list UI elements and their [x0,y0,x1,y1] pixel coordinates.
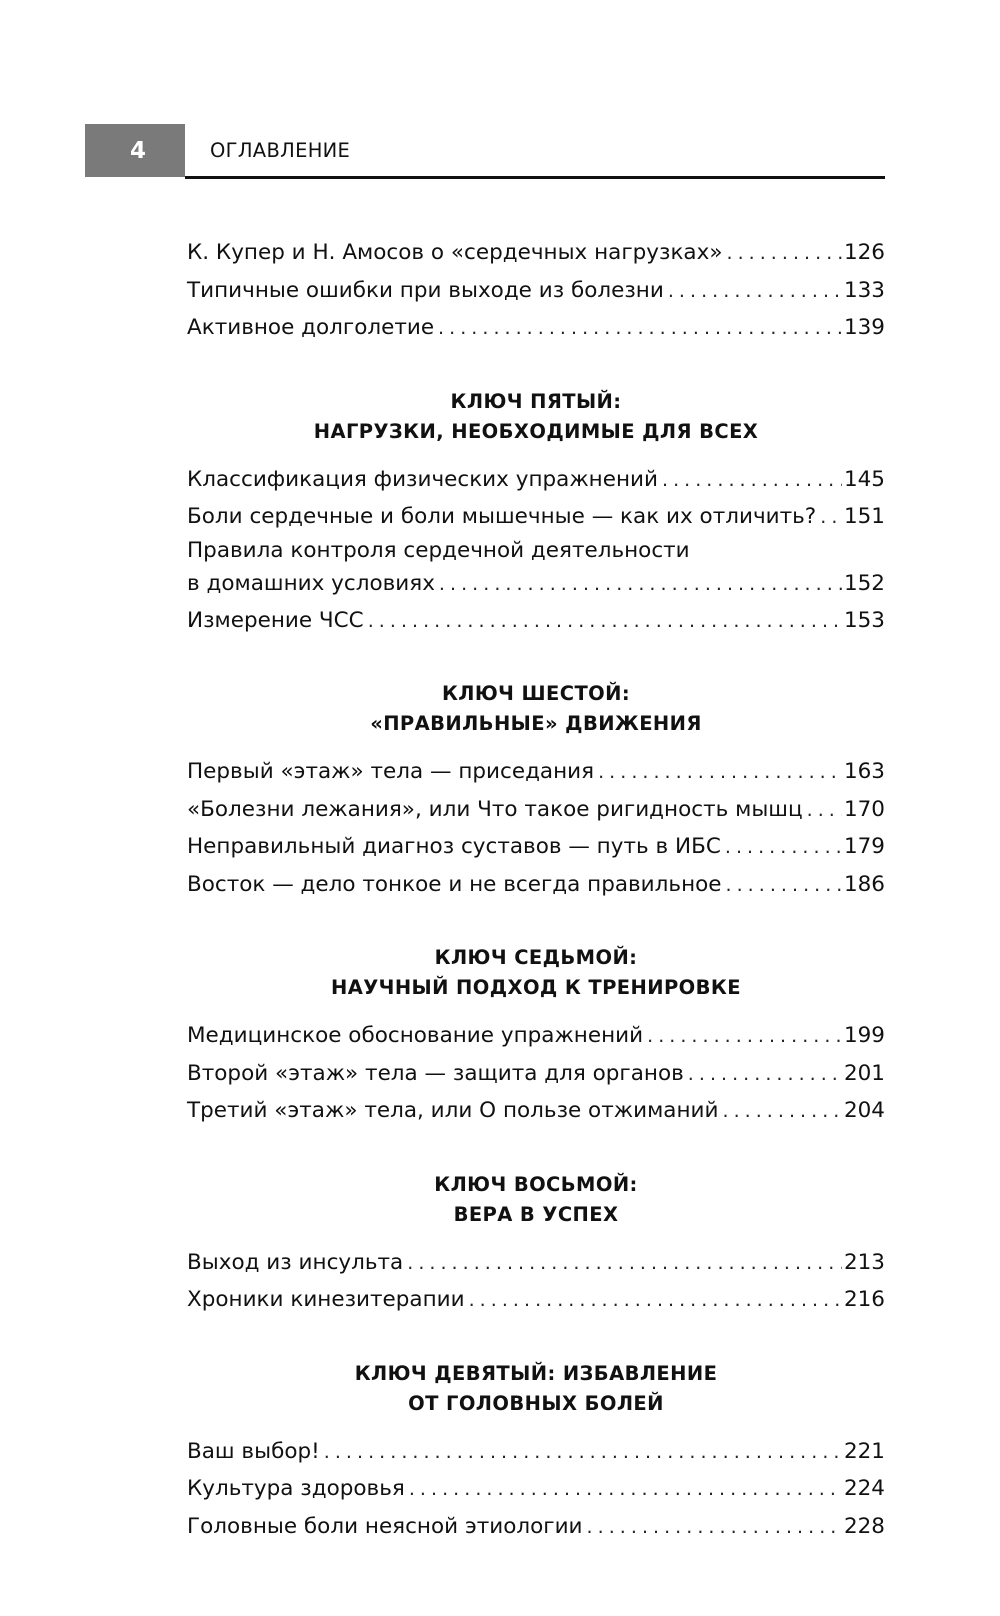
dot-leader [587,1509,842,1547]
toc-entry-page: 199 [843,1023,885,1048]
toc-entry[interactable] [187,536,885,602]
section-heading-line: ОТ ГОЛОВНЫХ БОЛЕЙ [408,1391,664,1415]
toc-entry[interactable] [187,602,885,640]
toc-entry-page: 133 [843,277,885,303]
section-heading [187,387,885,447]
toc-entry-page: 186 [843,871,885,897]
toc-entry-title: в домашних условиях [187,570,435,596]
section-heading-line: КЛЮЧ ДЕВЯТЫЙ: ИЗБАВЛЕНИЕ [354,1361,718,1385]
dot-leader [688,1056,842,1094]
toc-entry-page: 224 [843,1476,885,1501]
section-heading-line: КЛЮЧ ПЯТЫЙ: [450,389,622,413]
dot-leader [438,310,842,348]
toc-entry-page: 152 [843,570,885,596]
toc-entry[interactable] [187,791,885,829]
toc-entry[interactable] [187,1470,885,1508]
section-heading-line: НАГРУЗКИ, НЕОБХОДИМЫЕ ДЛЯ ВСЕХ [313,419,759,443]
toc-entry-title: Медицинское обоснование упражнений [187,1023,644,1048]
toc-entry-page: 153 [843,607,885,633]
section-heading [187,679,885,739]
toc-entry-page: 216 [843,1287,885,1312]
running-title: ОГЛАВЛЕНИЕ [210,139,351,162]
toc-entry-title: Первый «этаж» тела — приседания [187,759,595,784]
section-heading [187,1359,885,1419]
toc-entry[interactable] [187,1017,885,1055]
dot-leader [324,1434,842,1472]
section-heading-line: ВЕРА В УСПЕХ [453,1202,619,1226]
toc-entry-title: Активное долголетие [187,315,435,340]
toc-entry-title: Второй «этаж» тела — защита для органов [187,1060,684,1086]
toc-entry-title: Боли сердечные и боли мышечные — как их отличить? [187,504,817,529]
table-of-contents [187,234,885,1545]
dot-leader [439,566,842,603]
toc-entry[interactable] [187,234,885,272]
toc-entry-page: 201 [843,1060,885,1086]
toc-entry-title: Типичные ошибки при выходе из болезни [187,277,664,303]
toc-entry-title: Культура здоровья [187,1476,405,1501]
toc-entry[interactable] [187,828,885,866]
dot-leader [409,1471,842,1509]
toc-entry[interactable] [187,461,885,499]
section-heading-line: КЛЮЧ СЕДЬМОЙ: [434,946,638,969]
toc-entry-title-line1: Правила контроля сердечной деятельности [187,537,690,563]
toc-entry-title: Третий «этаж» тела, или О пользе отжиманий [187,1098,719,1123]
toc-entry-title: «Болезни лежания», или Что такое ригидность мышц [187,796,803,822]
dot-leader [722,1093,841,1131]
dot-leader [820,499,842,537]
dot-leader [807,792,842,830]
toc-entry-page: 179 [843,834,885,859]
dot-leader [726,235,841,273]
toc-entry-title: Ваш выбор! [187,1438,320,1464]
toc-entry-title: К. Купер и Н. Амосов о «сердечных нагрузках» [187,240,723,265]
dot-leader [598,754,842,792]
toc-entry-title: Хроники кинезитерапии [187,1287,465,1312]
toc-entry[interactable] [187,1508,885,1546]
toc-entry-page: 221 [843,1438,885,1464]
toc-entry[interactable] [187,753,885,791]
toc-entry[interactable] [187,866,885,904]
toc-entry-page: 163 [843,759,885,784]
toc-entry-title: Головные боли неясной этиологии [187,1513,583,1539]
section-heading [187,943,885,1003]
toc-entry-title: Выход из инсульта [187,1249,404,1275]
toc-entry-title: Восток — дело тонкое и не всегда правильное [187,871,722,897]
toc-entry-page: 228 [843,1513,885,1539]
toc-entry-page: 126 [843,240,885,265]
dot-leader [668,273,842,311]
toc-entry-page: 151 [843,504,885,529]
toc-entry[interactable] [187,272,885,310]
toc-entry-page: 170 [843,796,885,822]
section-heading-line: «ПРАВИЛЬНЫЕ» ДВИЖЕНИЯ [370,712,702,735]
dot-leader [647,1018,842,1056]
dot-leader [368,603,842,641]
dot-leader [726,867,842,905]
toc-entry-page: 204 [843,1098,885,1123]
section-heading [187,1170,885,1230]
toc-entry[interactable] [187,309,885,347]
toc-entry-page: 145 [843,466,885,492]
toc-entry[interactable] [187,1092,885,1130]
header-rule [185,176,885,179]
dot-leader [725,829,842,867]
toc-entry-title: Классификация физических упражнений [187,466,658,492]
toc-entry-title: Неправильный диагноз суставов — путь в ИБС [187,834,721,859]
dot-leader [662,462,842,500]
section-heading-line: НАУЧНЫЙ ПОДХОД К ТРЕНИРОВКЕ [331,976,741,999]
section-heading-line: КЛЮЧ ШЕСТОЙ: [441,682,631,705]
toc-entry[interactable] [187,1055,885,1093]
toc-entry-page: 213 [843,1249,885,1275]
page-number: 4 [129,137,146,164]
toc-entry[interactable] [187,1281,885,1319]
running-header [85,124,885,179]
toc-entry-page: 139 [843,315,885,340]
dot-leader [407,1245,842,1283]
toc-entry[interactable] [187,1244,885,1282]
toc-entry-title: Измерение ЧСС [187,607,364,633]
dot-leader [469,1282,842,1320]
toc-entry[interactable] [187,1433,885,1471]
toc-entry[interactable] [187,498,885,536]
section-heading-line: КЛЮЧ ВОСЬМОЙ: [434,1172,638,1196]
